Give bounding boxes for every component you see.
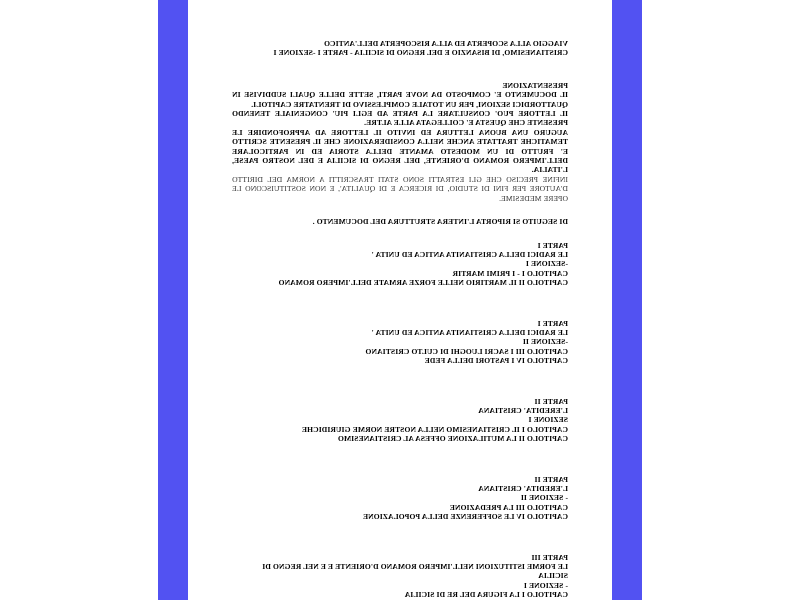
section-parte-2-sezione-2	[232, 475, 568, 522]
section-parte-1-sezione-1	[232, 241, 568, 288]
section-line: CAPITOLO I IL CRISTIANESIMO NELLA NOSTRE NORME GIURIDICHE	[301, 424, 568, 434]
paragraph-composition: IL DOCUMENTO E' COMPOSTO DA NOVE PARTI, SETTE DELLE QUALI SUDDIVISE IN QUATTORDICI SEZIONI, PER UN TOTALE COMPLESSIVO DI TRENTATRE CAPITOLI.	[232, 90, 568, 109]
right-blue-margin-bar	[612, 0, 642, 600]
section-line: CAPITOLO II LA MUTILAZIONE OFFESA AL CRISTIANESIMO	[337, 434, 568, 444]
section-line: LE FORME ISTITUZIONI NELL'IMPERO ROMANO D'ORIENTE E E NEL REGNO DI SICILIA	[262, 562, 568, 581]
document-title	[232, 39, 568, 58]
section-line: PARTE I	[537, 240, 568, 250]
section-line: CAPITOLO III LA PREDAZIONE	[449, 502, 568, 512]
title-line-2: CRISTIANESIMO, DI BISANZIO E DEL REGNO DI SICILIA - PARTE I -SEZIONE I	[273, 48, 568, 58]
structure-intro: DI SEGUITO SI RIPORTA L'INTERA STRUTTURA DEL DOCUMENTO .	[312, 217, 568, 227]
paragraph-reading: AUGURO UNA BUONA LETTURA ED INVITO IL LETTORE AD APPROFONDIRE LE TEMATICHE TRATTATE ANCHE NELLA CONSIDERAZIONE CHE IL PRESENTE SCRITTO E' FRUTTO DI UN MODESTO AMANTE DELLA STORIA ED IN PARTICOLARE DELL'IMPERO ROMANO D'ORIENTE, DEL REGNO DI SICILIA E DEL NOSTRO PAESE, L'ITALIA.	[232, 127, 568, 175]
section-parte-1-sezione-2	[232, 319, 568, 366]
mirrored-document-text	[232, 39, 568, 600]
section-line: LE RADICI DELLA CRISTIANITA ANTICA ED UNITA '	[371, 327, 568, 337]
section-line: CAPITOLO II IL MARTIRIO NELLE FORZE ARMATE DELL'IMPERO ROMANO	[278, 278, 568, 288]
section-line: SEZIONE I	[528, 415, 568, 425]
section-line: PARTE II	[534, 474, 568, 484]
section-line: CAPITOLO III I SACRI LUOGHI DI CULTO CRISTIANO	[365, 346, 568, 356]
section-line: L'EREDITA' CRISTIANA	[478, 405, 568, 415]
section-parte-2-sezione-1	[232, 397, 568, 444]
section-line: CAPITOLO I LA FIGURA DEL RE DI SICILIA	[404, 590, 568, 600]
section-line: PARTE II	[534, 396, 568, 406]
section-line: -SEZIONE II	[522, 337, 568, 347]
section-parte-3-sezione-1	[232, 553, 568, 600]
section-line: CAPITOLO I - I PRIMI MARTIR	[452, 268, 568, 278]
paragraph-consultation: IL LETTORE PUO' CONSULTARE LA PARTE AD EGLI PIU' CONGENIALE TENENDO PRESENTE CHE QUESTA E' COLLEGATA ALLE ALTRE.	[232, 109, 568, 128]
presentazione-heading: PRESENTAZIONE	[502, 80, 568, 90]
section-line: CAPITOLO IV LE SOFFERENZE DELLA POPOLAZIONE	[362, 512, 568, 522]
section-line: PARTE III	[531, 552, 568, 562]
section-line: - SEZIONE I	[523, 580, 568, 590]
section-line: CAPITOLO IV I PASTORI DELLA FEDE	[424, 356, 568, 366]
paragraph-copyright: INFINE PRECISO CHE GLI ESTRATTI SONO STATI TRASCRITTI A NORMA DEL DIRITTO D'AUTORE PER FINI DI STUDIO, DI RICERCA E DI QUALITA', E NON SOSTITUISCONO LE OPERE MEDESIME.	[232, 174, 568, 203]
section-line: LE RADICI DELLA CRISTIANITA ANTICA ED UNITA '	[371, 249, 568, 259]
title-line-1: VIAGGIO ALLA SCOPERTA ED ALLA RISCOPERTA DELL'ANTICO	[323, 39, 568, 48]
section-line: PARTE I	[537, 318, 568, 328]
section-line: -SEZIONE I	[525, 259, 568, 269]
section-line: L'EREDITA' CRISTIANA	[478, 484, 568, 493]
section-line: - SEZIONE II	[520, 493, 568, 503]
left-blue-margin-bar	[158, 0, 188, 600]
